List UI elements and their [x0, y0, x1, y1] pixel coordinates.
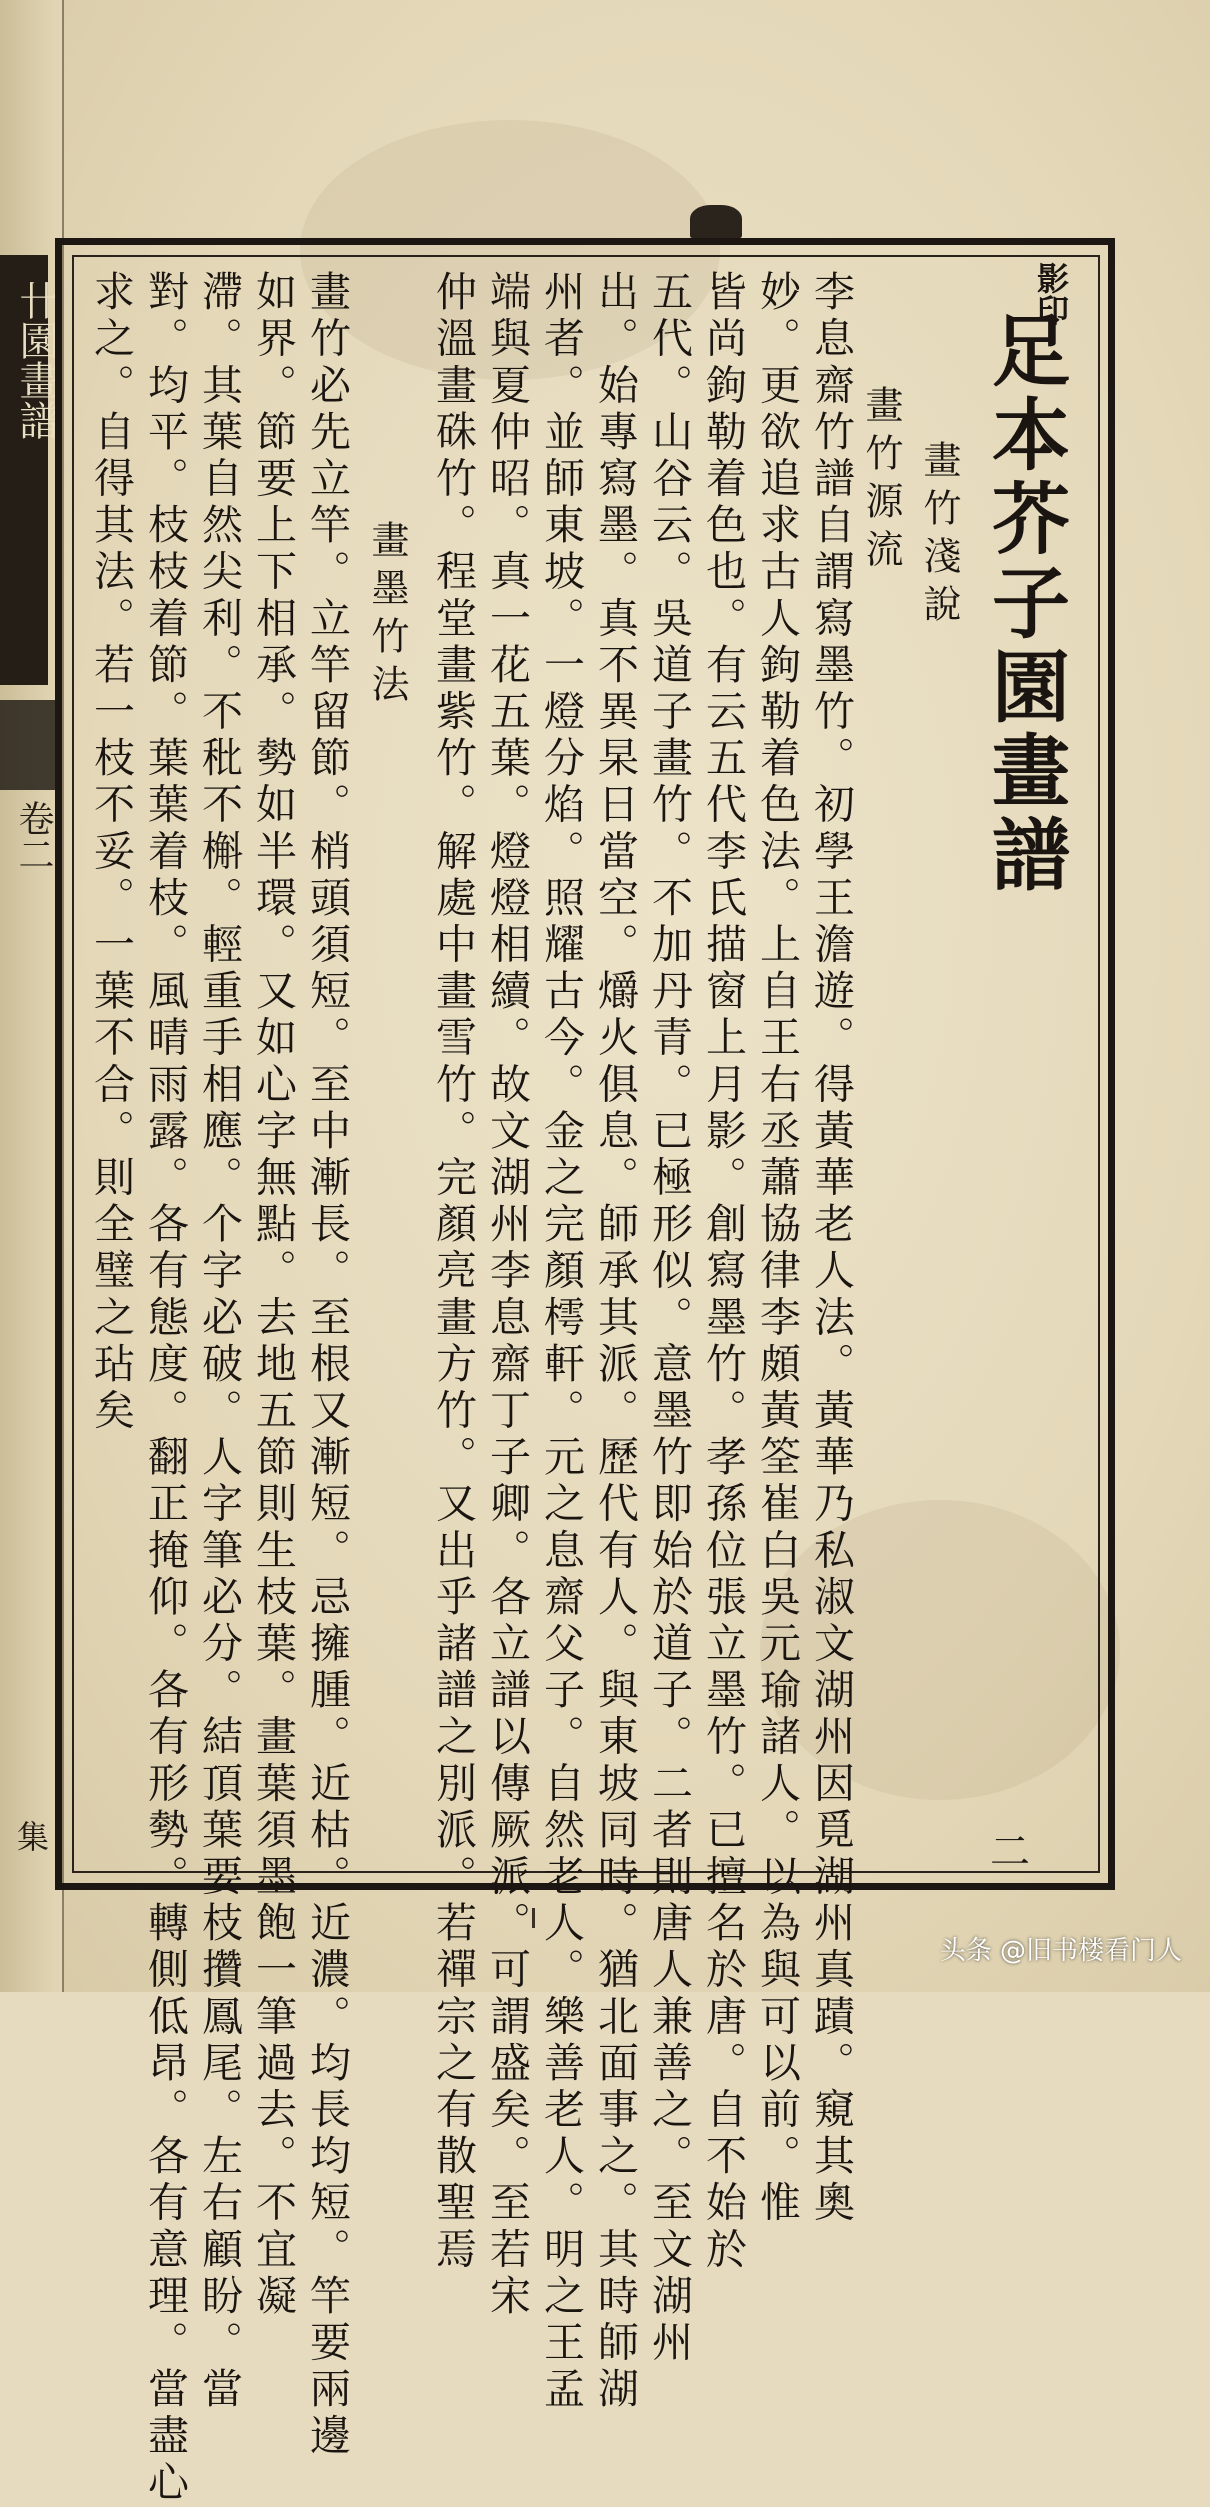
- method-column: 畫竹必先立竿。立竿留節。梢頭須短。至中漸長。至根又漸短。忌擁腫。近枯。近濃。均長均短。竿要兩邊: [303, 270, 351, 2461]
- source-column: 端與夏仲昭。真一花五葉。燈燈相續。故文湖州李息齋丁子卿。各立譜以傳厥派。可謂盛矣。至若宋: [483, 270, 531, 2321]
- source-column: 州者。並師東坡。一燈分焰。照耀古今。金之完顏樗軒。元之息齋父子。自然老人。樂善老人。明之王孟: [537, 270, 585, 2414]
- method-column: 求之。自得其法。若一枝不妥。一葉不合。則全璧之玷矣: [87, 270, 135, 1435]
- source-heading: 畫竹源流: [859, 385, 903, 577]
- source-column: 仲溫畫硃竹。程堂畫紫竹。解處中畫雪竹。完顏亮畫方竹。又出乎諸譜之別派。若禪宗之有散聖焉: [429, 270, 477, 2274]
- page-number: 二: [990, 1829, 1030, 1875]
- source-column: 皆尚鉤勒着色也。有云五代李氏描窗上月影。創寫墨竹。孝孫位張立墨竹。已擅名於唐。自不始於: [699, 270, 747, 2274]
- source-column: 李息齋竹譜自謂寫墨竹。初學王澹遊。得黃華老人法。黃華乃私淑文湖州因覓湖州真蹟。窺其奧: [807, 270, 855, 2228]
- adjacent-title: 卄園畫譜: [13, 280, 59, 440]
- source-column: 五代。山谷云。吳道子畫竹。不加丹青。已極形似。意墨竹即始於道子。二者則唐人兼善之。至文湖州: [645, 270, 693, 2367]
- source-column: 妙。更欲追求古人鉤勒着色法。上自王右丞蕭協律李頗黃筌崔白吳元瑜諸人。以為與可以前。惟: [753, 270, 801, 2228]
- book-title: 足本芥子園畫譜: [979, 310, 1070, 898]
- imprint-label: 影印: [1032, 262, 1070, 326]
- source-column: 出。始專寫墨。真不異杲日當空。爝火俱息。師承其派。歷代有人。與東坡同時。猶北面事之。其時師湖: [591, 270, 639, 2414]
- method-heading: 畫墨竹法: [365, 520, 409, 712]
- method-column: 滯。其葉自然尖利。不秕不槲。輕重手相應。个字必破。人字筆必分。結頂葉要枝攢鳳尾。左右顧盼。當: [195, 270, 243, 2414]
- adjacent-volume: 卷二: [13, 800, 54, 872]
- adjacent-collection: 集: [12, 1820, 50, 1852]
- method-column: 對。均平。枝枝着節。葉葉着枝。風晴雨露。各有態度。翻正掩仰。各有形勢。轉側低昂。各有意理。當盡心: [141, 270, 189, 2507]
- binding-mark: [690, 205, 742, 239]
- section-title: 畫竹淺說: [917, 440, 961, 632]
- method-column: 如界。節要上下相承。勢如半環。又如心字無點。去地五節則生枝葉。畫葉須墨飽一筆過去。不宜凝: [249, 270, 297, 2321]
- ink-band: [0, 700, 56, 790]
- foot-mark: [532, 1908, 535, 1928]
- watermark: 头条 @旧书楼看门人: [939, 1936, 1182, 1966]
